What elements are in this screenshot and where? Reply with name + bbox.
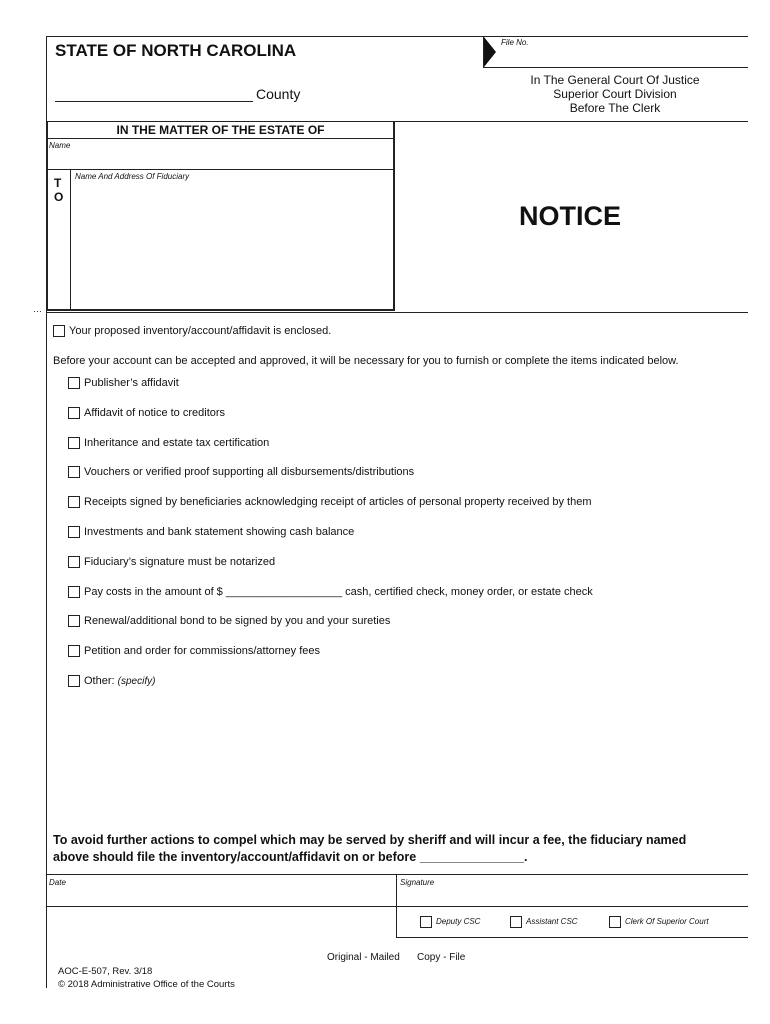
item-label: Publisher’s affidavit [84, 377, 179, 389]
item-checkbox[interactable] [68, 496, 80, 508]
item-label: Investments and bank statement showing cash balance [84, 526, 355, 538]
court-line-3: Before The Clerk [569, 101, 661, 115]
form-number: AOC-E-507, Rev. 3/18 [58, 966, 153, 977]
item-label: Pay costs in the amount of $ ___________________ cash, certified check, money order, or estate check [84, 586, 593, 598]
footer-mid-line [46, 906, 748, 907]
item-label: Fiduciary’s signature must be notarized [84, 556, 276, 568]
copy-file: Copy - File [417, 952, 466, 963]
item-checkbox[interactable] [68, 645, 80, 657]
to-divider [70, 169, 71, 310]
signature-field[interactable] [399, 888, 745, 904]
file-no-label: File No. [501, 38, 529, 47]
item-checkbox[interactable] [68, 556, 80, 568]
estate-heading: IN THE MATTER OF THE ESTATE OF [116, 123, 325, 137]
file-no-arrow-icon [484, 37, 496, 67]
original-mailed: Original - Mailed [327, 952, 400, 963]
estate-name-field[interactable] [48, 150, 393, 168]
item-checkbox[interactable] [68, 586, 80, 598]
footer-bottom-line [396, 937, 748, 938]
copyright: © 2018 Administrative Office of the Courts [58, 979, 235, 990]
to-letter-t: T [54, 176, 62, 190]
enclosed-text: Your proposed inventory/account/affidavit is enclosed. [69, 325, 332, 337]
deputy-csc-checkbox[interactable] [420, 916, 432, 928]
warning-line-1: To avoid further actions to compel which may be served by sheriff and will incur a fee, the fiduciary named [53, 833, 687, 847]
state-title: STATE OF NORTH CAROLINA [55, 41, 297, 60]
other-checkbox[interactable] [68, 675, 80, 687]
estate-heading-line [46, 138, 395, 139]
item-checkbox[interactable] [68, 466, 80, 478]
other-specify: (specify) [117, 676, 156, 687]
notice-title: NOTICE [519, 201, 622, 231]
court-line-2: Superior Court Division [553, 87, 677, 101]
assistant-csc-label: Assistant CSC [526, 917, 578, 926]
name-bottom-line [46, 169, 395, 170]
assistant-csc-checkbox[interactable] [510, 916, 522, 928]
other-item [84, 675, 155, 687]
footer-top-line [46, 874, 748, 875]
ellipsis-marker: … [33, 304, 42, 314]
fiduciary-field[interactable] [74, 184, 392, 306]
county-line [55, 101, 253, 102]
intro-text: Before your account can be accepted and approved, it will be necessary for you to furnish or complete the items indicated below. [53, 355, 679, 367]
fiduciary-label: Name And Address Of Fiduciary [75, 172, 190, 181]
clerk-superior-checkbox[interactable] [609, 916, 621, 928]
court-line-1: In The General Court Of Justice [530, 73, 700, 87]
enclosed-checkbox[interactable] [53, 325, 65, 337]
file-no-bottom [483, 67, 748, 68]
item-label: Petition and order for commissions/attorney fees [84, 645, 321, 657]
name-label: Name [49, 141, 71, 150]
item-checkbox[interactable] [68, 407, 80, 419]
item-label: Affidavit of notice to creditors [84, 407, 226, 419]
file-no-field[interactable] [500, 48, 745, 65]
item-label: Renewal/additional bond to be signed by you and your sureties [84, 615, 391, 627]
to-letter-o: O [54, 190, 64, 204]
item-label: Inheritance and estate tax certification [84, 437, 270, 449]
item-label: Receipts signed by beneficiaries acknowledging receipt of articles of personal property received by them [84, 496, 592, 508]
signature-label: Signature [400, 878, 435, 887]
item-checkbox[interactable] [68, 377, 80, 389]
item-label: Vouchers or verified proof supporting all disbursements/distributions [84, 466, 415, 478]
date-label: Date [49, 878, 66, 887]
clerk-superior-label: Clerk Of Superior Court [625, 917, 709, 926]
item-checkbox[interactable] [68, 526, 80, 538]
top-border [46, 36, 748, 37]
date-field[interactable] [48, 888, 393, 904]
county-label: County [256, 86, 301, 102]
deputy-csc-label: Deputy CSC [436, 917, 481, 926]
warning-line-2: above should file the inventory/account/affidavit on or before _______________. [53, 850, 528, 864]
other-label: Other: [84, 675, 115, 687]
item-checkbox[interactable] [68, 437, 80, 449]
item-checkbox[interactable] [68, 615, 80, 627]
section-line [46, 312, 748, 313]
